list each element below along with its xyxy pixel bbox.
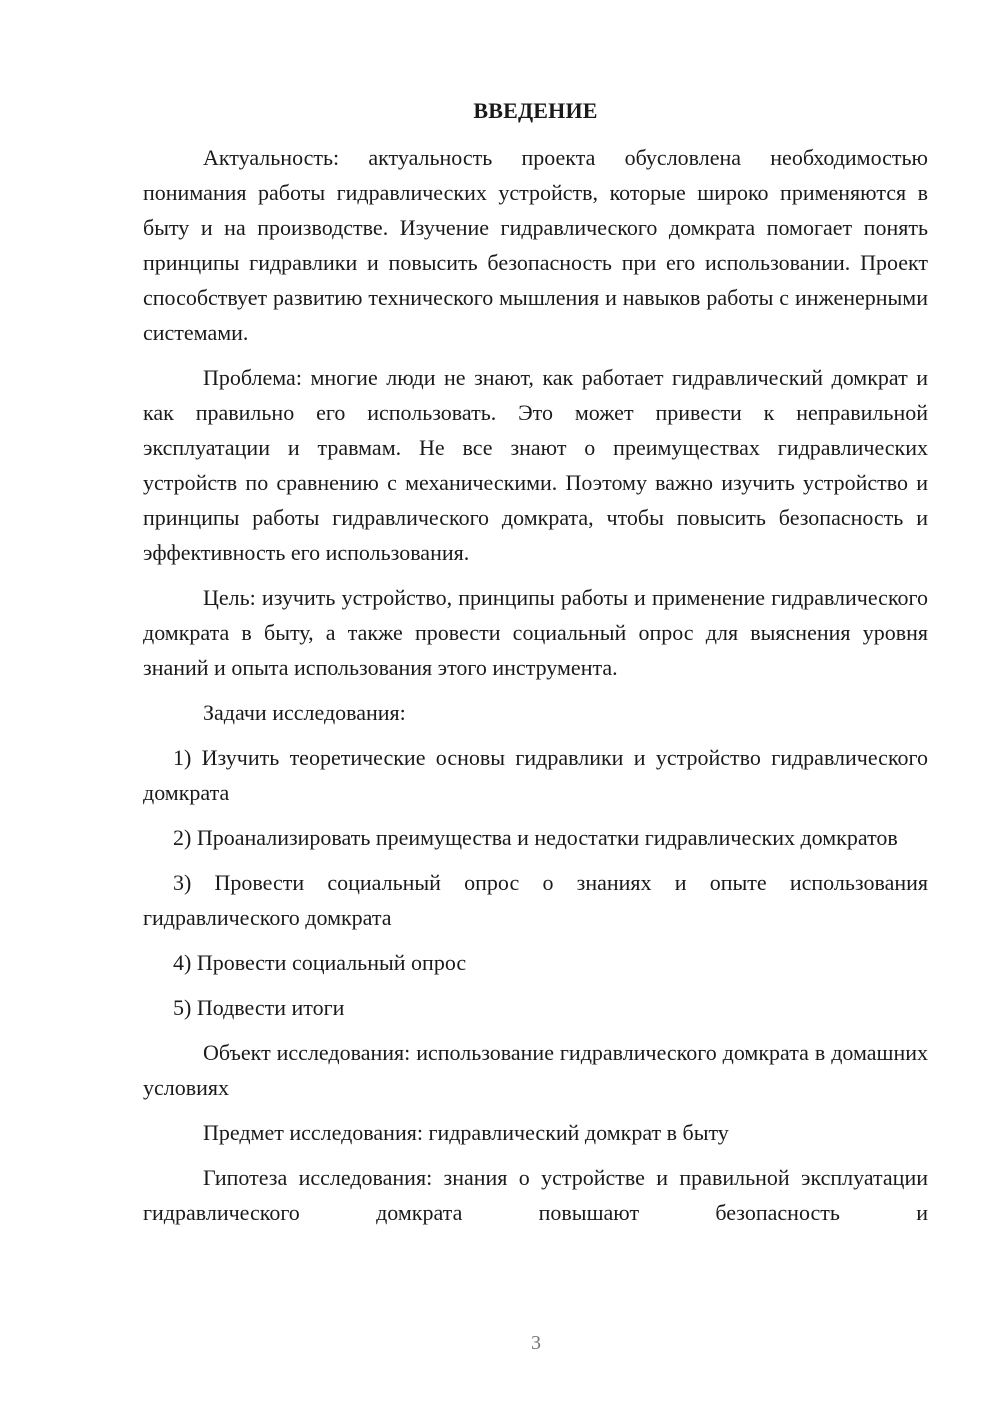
section-title: ВВЕДЕНИЕ	[473, 98, 598, 123]
paragraph-relevance: Актуальность: актуальность проекта обусловлена необходимостью понимания работы гидравлических устройств, которые широко применяются в быту и на производстве. Изучение гидравлического домкрата помогает понять принципы гидравлики и повысить безопасность при его использовании. Проект способствует развитию технического мышления и навыков работы с инженерными системами.	[143, 145, 928, 345]
task-item-5: 5) Подвести итоги	[173, 995, 345, 1020]
task-item-4: 4) Провести социальный опрос	[173, 950, 467, 975]
paragraph-object: Объект исследования: использование гидравлического домкрата в домашних условиях	[143, 1040, 928, 1100]
paragraph-problem: Проблема: многие люди не знают, как работает гидравлический домкрат и как правильно его использовать. Это может привести к неправильной эксплуатации и травмам. Не все знают о преимуществах гидравлических устройств по сравнению с механическими. Поэтому важно изучить устройство и принципы работы гидравлического домкрата, чтобы повысить безопасность и эффективность его использования.	[143, 365, 928, 565]
paragraph-goal: Цель: изучить устройство, принципы работы и применение гидравлического домкрата в быту, а также провести социальный опрос для выяснения уровня знаний и опыта использования этого инструмента.	[143, 585, 928, 680]
page-number: 3	[531, 1332, 541, 1354]
tasks-heading: Задачи исследования:	[203, 700, 406, 725]
task-item-3: 3) Провести социальный опрос о знаниях и опыте использования гидравлического домкрата	[143, 870, 928, 930]
document-page	[143, 96, 928, 1230]
task-item-2: 2) Проанализировать преимущества и недостатки гидравлических домкратов	[173, 825, 898, 850]
paragraph-subject: Предмет исследования: гидравлический домкрат в быту	[203, 1120, 729, 1145]
task-item-1: 1) Изучить теоретические основы гидравлики и устройство гидравлического домкрата	[143, 745, 928, 805]
paragraph-hypothesis: Гипотеза исследования: знания о устройстве и правильной эксплуатации гидравлического домкрата повышают безопасность и	[143, 1165, 928, 1225]
